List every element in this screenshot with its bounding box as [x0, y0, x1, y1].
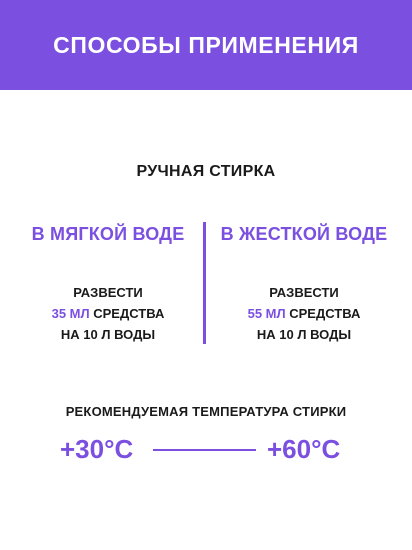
temperature-range-line [153, 449, 256, 451]
hard-water-column [204, 222, 404, 345]
hard-water-amount: 55 МЛ [247, 306, 286, 321]
soft-water-instructions [8, 282, 208, 345]
water-columns [0, 222, 412, 362]
temperature-title: РЕКОМЕНДУЕМАЯ ТЕМПЕРАТУРА СТИРКИ [65, 404, 347, 419]
page-title: СПОСОБЫ ПРИМЕНЕНИЯ [53, 31, 359, 58]
hard-water-line2-rest: СРЕДСТВА [289, 306, 361, 321]
hard-water-line3: НА 10 Л ВОДЫ [256, 327, 352, 342]
temperature-max: +60°C [267, 434, 341, 464]
soft-water-line3: НА 10 Л ВОДЫ [60, 327, 156, 342]
temperature-range [0, 432, 412, 468]
soft-water-line2-rest: СРЕДСТВА [93, 306, 165, 321]
hard-water-line2 [204, 303, 404, 324]
soft-water-line1: РАЗВЕСТИ [73, 285, 143, 300]
hard-water-instructions [204, 282, 404, 345]
temperature-min: +30°C [60, 434, 134, 464]
hard-water-heading: В ЖЕСТКОЙ ВОДЕ [220, 224, 388, 244]
header-banner [0, 0, 412, 90]
soft-water-heading: В МЯГКОЙ ВОДЕ [31, 224, 185, 244]
section-title: РУЧНАЯ СТИРКА [136, 163, 276, 180]
soft-water-column [8, 222, 208, 345]
hard-water-line1: РАЗВЕСТИ [269, 285, 339, 300]
soft-water-line2 [8, 303, 208, 324]
soft-water-amount: 35 МЛ [51, 306, 90, 321]
